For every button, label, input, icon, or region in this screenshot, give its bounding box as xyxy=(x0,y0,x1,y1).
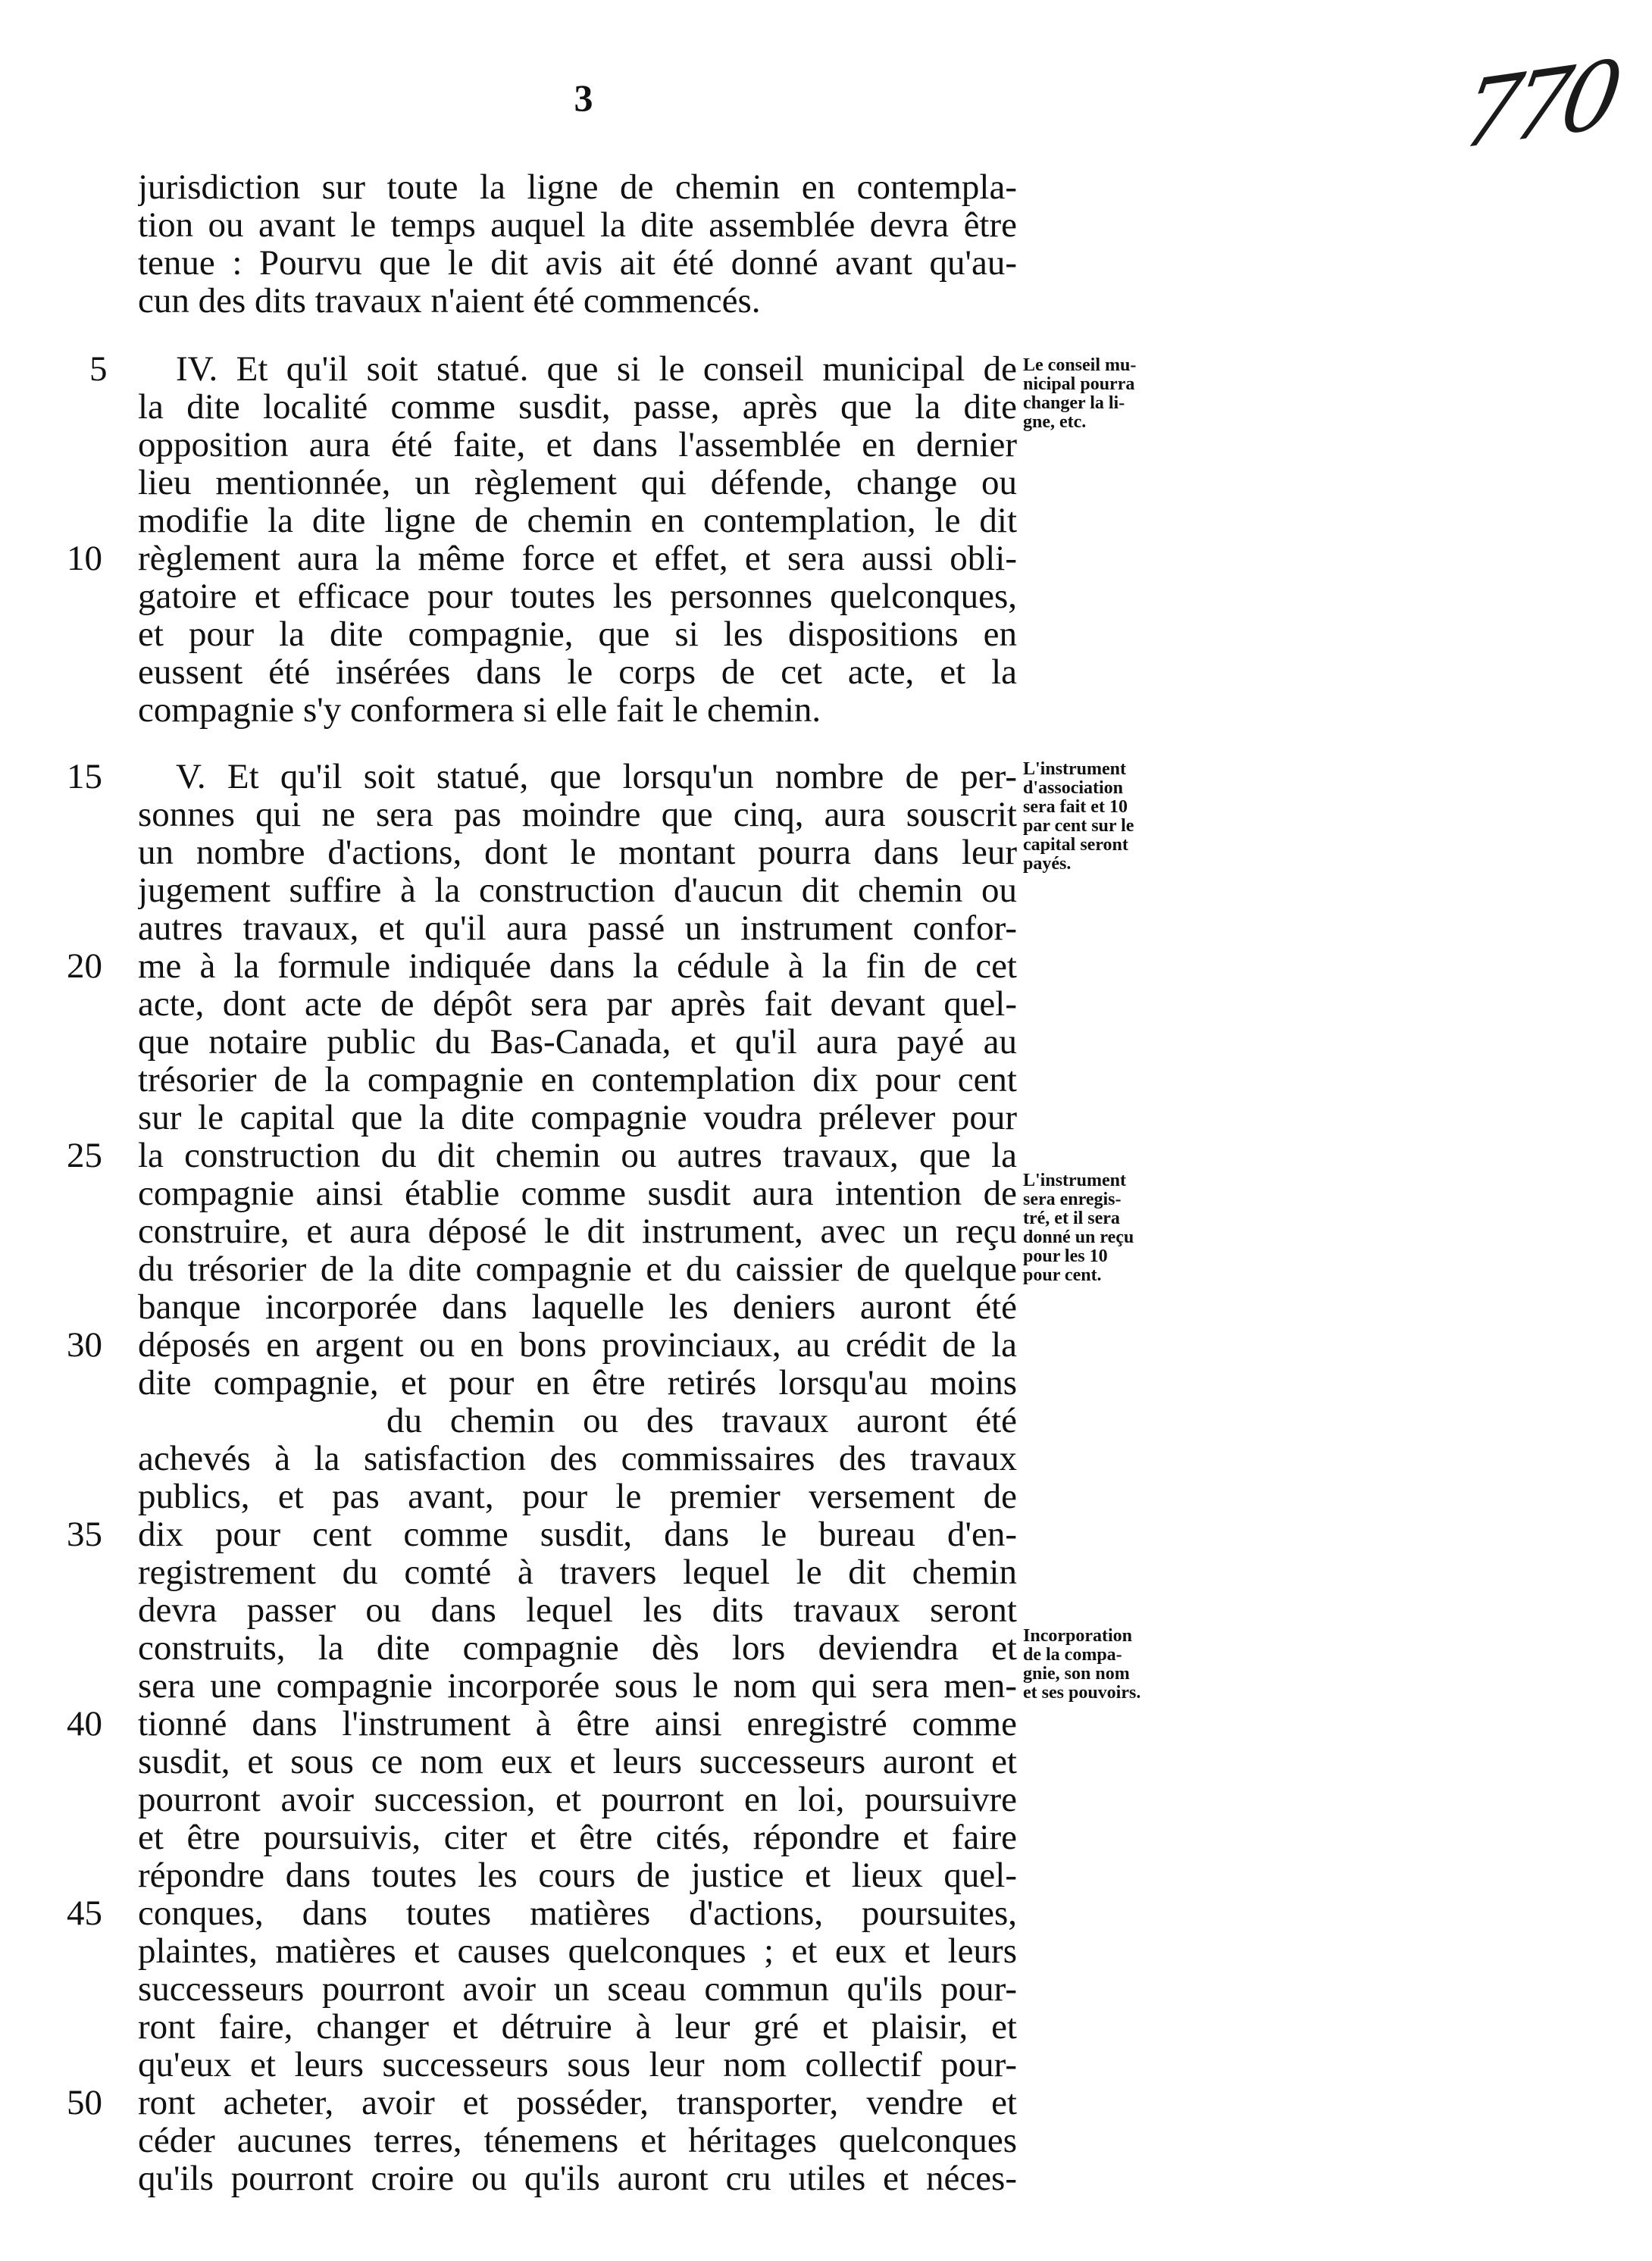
line-number: 10 xyxy=(67,539,102,578)
text-line: dix pour cent comme susdit, dans le bureau d'en- xyxy=(138,1515,1017,1553)
text-line: successeurs pourront avoir un sceau commun qu'ils pour- xyxy=(138,1970,1017,2008)
text-line: tion ou avant le temps auquel la dite assemblée devra être xyxy=(138,206,1017,244)
text-line: construits, la dite compagnie dès lors deviendra et xyxy=(138,1629,1017,1667)
text-line: compagnie s'y conformera si elle fait le chemin. xyxy=(138,691,821,729)
text-line: compagnie ainsi établie comme susdit aura intention de xyxy=(138,1174,1017,1212)
margin-note: Le conseil mu- nicipal pourra changer la li- gne, etc. xyxy=(1023,355,1137,432)
line-number: 35 xyxy=(67,1515,102,1554)
text-line: susdit, et sous ce nom eux et leurs successeurs auront et xyxy=(138,1743,1017,1781)
text-line: banque incorporée dans laquelle les deniers auront été xyxy=(138,1288,1017,1326)
text-line: déposés en argent ou en bons provinciaux, au crédit de la xyxy=(138,1326,1017,1364)
text-line: sera une compagnie incorporée sous le nom qui sera men- xyxy=(138,1667,1017,1705)
text-line: ront faire, changer et détruire à leur gré et plaisir, et xyxy=(138,2008,1017,2046)
line-number: 30 xyxy=(67,1325,102,1365)
text-line: qu'eux et leurs successeurs sous leur nom collectif pour- xyxy=(138,2046,1017,2084)
text-line: achevés à la satisfaction des commissaires des travaux xyxy=(138,1440,1017,1478)
text-line: règlement aura la même force et effet, et sera aussi obli- xyxy=(138,539,1017,577)
text-line: devra passer ou dans lequel les dits travaux seront xyxy=(138,1591,1017,1629)
text-line: dite compagnie, et pour en être retirés lorsqu'au moins xyxy=(138,1364,1017,1402)
text-line: trésorier de la compagnie en contemplation dix pour cent xyxy=(138,1061,1017,1099)
text-line: ront acheter, avoir et posséder, transporter, vendre et xyxy=(138,2084,1017,2122)
line-number: 50 xyxy=(67,2083,102,2122)
line-number: 25 xyxy=(67,1136,102,1175)
text-line: pourront avoir succession, et pourront en loi, poursuivre xyxy=(138,1781,1017,1818)
text-line: V. Et qu'il soit statué, que lorsqu'un nombre de per- xyxy=(176,758,1017,796)
text-line: et pour la dite compagnie, que si les dispositions en xyxy=(138,615,1017,653)
text-line: du trésorier de la dite compagnie et du caissier de quelque xyxy=(138,1250,1017,1288)
text-line: modifie la dite ligne de chemin en contemplation, le dit xyxy=(138,502,1017,539)
text-line: acte, dont acte de dépôt sera par après fait devant quel- xyxy=(138,985,1017,1023)
text-line: gatoire et efficace pour toutes les personnes quelconques, xyxy=(138,577,1017,615)
text-line: céder aucunes terres, ténemens et héritages quelconques xyxy=(138,2122,1017,2159)
text-line: autres travaux, et qu'il aura passé un instrument confor- xyxy=(138,909,1017,947)
text-line: conques, dans toutes matières d'actions, poursuites, xyxy=(138,1894,1017,1932)
text-line: jurisdiction sur toute la ligne de chemin en contempla- xyxy=(138,168,1017,206)
text-line: que notaire public du Bas-Canada, et qu'il aura payé au xyxy=(138,1023,1017,1061)
text-line: la dite localité comme susdit, passe, après que la dite xyxy=(138,388,1017,426)
line-number: 45 xyxy=(67,1894,102,1933)
text-line: publics, et pas avant, pour le premier versement de xyxy=(138,1478,1017,1515)
text-line: et être poursuivis, citer et être cités, répondre et faire xyxy=(138,1818,1017,1856)
text-line: cun des dits travaux n'aient été commencés. xyxy=(138,282,761,320)
text-line: jugement suffire à la construction d'aucun dit chemin ou xyxy=(138,871,1017,909)
line-number: 20 xyxy=(67,946,102,986)
text-line: eussent été insérées dans le corps de cet acte, et la xyxy=(138,653,1017,691)
text-line: un nombre d'actions, dont le montant pourra dans leur xyxy=(138,833,1017,871)
handwritten-folio: 770 xyxy=(1453,40,1622,171)
text-line: plaintes, matières et causes quelconques ; et eux et leurs xyxy=(138,1932,1017,1970)
line-number: 40 xyxy=(67,1704,102,1743)
text-line: tenue : Pourvu que le dit avis ait été donné avant qu'au- xyxy=(138,244,1017,282)
margin-note: Incorporation de la compa- gnie, son nom et ses pouvoirs. xyxy=(1023,1626,1141,1703)
text-line: lieu mentionnée, un règlement qui défende, change ou xyxy=(138,464,1017,502)
text-line: opposition aura été faite, et dans l'assemblée en dernier xyxy=(138,426,1017,464)
margin-note: L'instrument sera enregis- tré, et il sera donné un reçu pour les 10 pour cent. xyxy=(1023,1171,1134,1285)
margin-note: L'instrument d'association sera fait et 10 par cent sur le capital seront payés. xyxy=(1023,759,1134,874)
text-line: IV. Et qu'il soit statué. que si le conseil municipal de xyxy=(176,350,1017,388)
text-line: la construction du dit chemin ou autres travaux, que la xyxy=(138,1137,1017,1174)
text-line: qu'ils pourront croire ou qu'ils auront cru utiles et néces- xyxy=(138,2159,1017,2197)
text-line: du chemin ou des travaux auront été xyxy=(386,1402,1017,1440)
text-line: registrement du comté à travers lequel le dit chemin xyxy=(138,1553,1017,1591)
text-line: me à la formule indiquée dans la cédule à la fin de cet xyxy=(138,947,1017,985)
text-line: sur le capital que la dite compagnie voudra prélever pour xyxy=(138,1099,1017,1137)
page-number: 3 xyxy=(574,77,593,119)
text-line: tionné dans l'instrument à être ainsi enregistré comme xyxy=(138,1705,1017,1743)
text-line: construire, et aura déposé le dit instrument, avec un reçu xyxy=(138,1212,1017,1250)
text-line: sonnes qui ne sera pas moindre que cinq, aura souscrit xyxy=(138,796,1017,833)
text-line: répondre dans toutes les cours de justice et lieux quel- xyxy=(138,1856,1017,1894)
line-number: 5 xyxy=(89,349,108,389)
line-number: 15 xyxy=(67,757,102,796)
